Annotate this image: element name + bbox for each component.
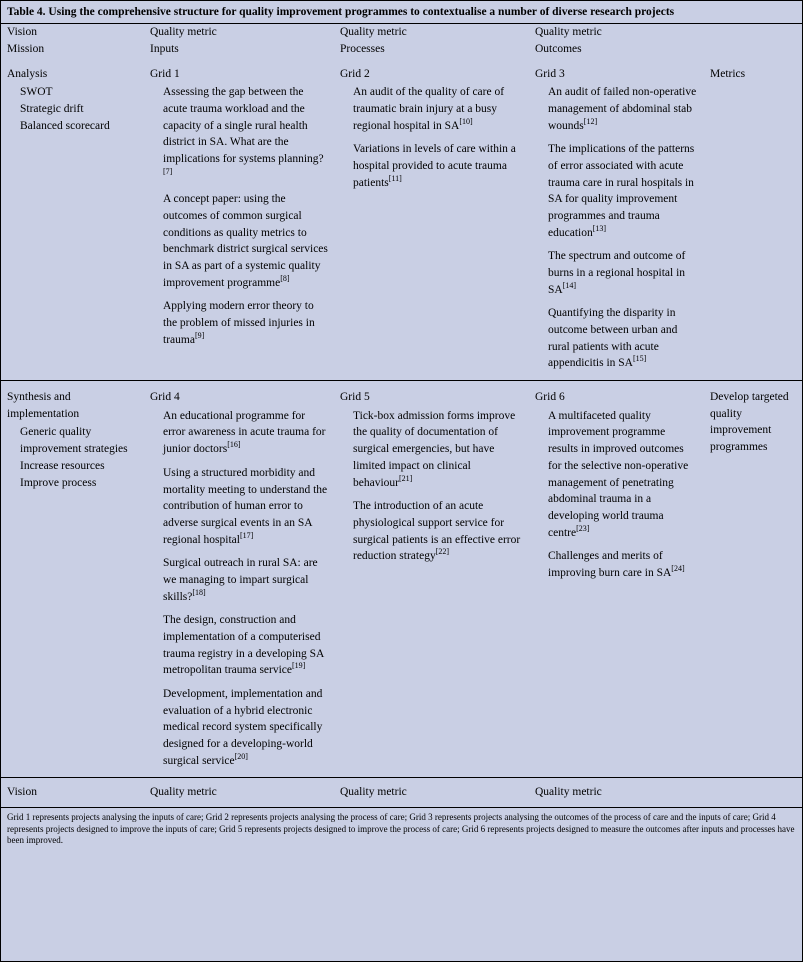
grid-6-item: A multifaceted quality improvement programme results in improved outcomes for the selective non-operative management of penetrating abdominal trauma in a developing world trauma centre[23] (548, 409, 689, 539)
header-vision: Vision (7, 26, 37, 39)
header-quality-metric-inputs: Quality metric (150, 26, 217, 39)
analysis-col-5 (704, 66, 803, 372)
footer-col-5 (704, 778, 803, 807)
analysis-item-balanced-scorecard: Balanced scorecard (20, 119, 110, 132)
grid-3-title: Grid 3 (535, 67, 565, 80)
header-row-1-col-4 (529, 24, 704, 41)
header-outcomes: Outcomes (535, 43, 582, 56)
grid-2-item: An audit of the quality of care of traumatic brain injury at a busy regional hospital in SA[10] (353, 86, 505, 132)
grid-4-title: Grid 4 (150, 391, 180, 404)
footer-col-3 (334, 778, 529, 807)
synthesis-col-3 (334, 389, 529, 769)
grid-3-item: Quantifying the disparity in outcome between urban and rural patients with acute appendicitis in SA[15] (548, 307, 678, 370)
header-quality-metric-processes: Quality metric (340, 26, 407, 39)
analysis-col-2 (144, 66, 334, 372)
footer-quality-metric-1: Quality metric (150, 786, 217, 799)
grid-1-item: Applying modern error theory to the problem of missed injuries in trauma[9] (163, 300, 315, 346)
header-row-1-col-3 (334, 24, 529, 41)
header-row-2-col-1 (1, 41, 144, 58)
synthesis-col-4 (529, 389, 704, 769)
header-row-1-col-1 (1, 24, 144, 41)
footer-col-2 (144, 778, 334, 807)
grid-5-item: The introduction of an acute physiological support service for surgical patients is an effective error reduction strategy[22] (353, 500, 521, 563)
grid-2-item: Variations in levels of care within a hospital provided to acute trauma patients[11] (353, 143, 516, 189)
header-row-1-col-2 (144, 24, 334, 41)
header-spacer (1, 58, 803, 66)
grid-4-item: Surgical outreach in rural SA: are we managing to impart surgical skills?[18] (163, 557, 318, 603)
synthesis-bottom-spacer (1, 769, 803, 777)
footer-col-4 (529, 778, 704, 807)
footer-vision: Vision (7, 786, 37, 799)
synthesis-col-1 (1, 389, 144, 769)
grid-4-item: Using a structured morbidity and mortality meeting to understand the contribution of human error to adverse surgical events in an SA regional hospital[17] (163, 466, 328, 546)
header-row-2-col-4 (529, 41, 704, 58)
header-inputs: Inputs (150, 43, 179, 56)
grid-6-title: Grid 6 (535, 391, 565, 404)
synthesis-item-increase-resources: Increase resources (20, 459, 105, 472)
header-row-2-col-3 (334, 41, 529, 58)
grid-6-item: Challenges and merits of improving burn care in SA[24] (548, 550, 685, 579)
grid-2-title: Grid 2 (340, 67, 370, 80)
synthesis-item-improve-process: Improve process (20, 476, 97, 489)
analysis-item-swot: SWOT (20, 86, 53, 99)
grid-3-item: The spectrum and outcome of burns in a regional hospital in SA[14] (548, 250, 686, 296)
grid-5-item: Tick-box admission forms improve the quality of documentation of surgical emergencies, but have limited impact on clinical behaviour[21] (353, 409, 516, 489)
analysis-col-4 (529, 66, 704, 372)
analysis-col-1 (1, 66, 144, 372)
table-caption: Table 4. Using the comprehensive structure for quality improvement programmes to contextualise a number of diverse research projects (1, 1, 802, 24)
synthesis-col-2 (144, 389, 334, 769)
header-quality-metric-outcomes: Quality metric (535, 26, 602, 39)
analysis-col-3 (334, 66, 529, 372)
grid-4-item: The design, construction and implementation of a computerised trauma registry in a developing SA metropolitan trauma service[19] (163, 614, 324, 677)
synthesis-top-spacer (1, 381, 803, 389)
footer-col-1 (1, 778, 144, 807)
footer-quality-metric-2: Quality metric (340, 786, 407, 799)
footer-quality-metric-3: Quality metric (535, 786, 602, 799)
grid-4-item: An educational programme for error awareness in acute trauma for junior doctors[16] (163, 409, 326, 456)
header-mission: Mission (7, 43, 45, 56)
grid-5-title: Grid 5 (340, 391, 370, 404)
grid-1-title: Grid 1 (150, 67, 180, 80)
grid-1-item: A concept paper: using the outcomes of common surgical conditions as quality metrics to benchmark district surgical services in SA as part of a systemic quality improvement programme[8] (163, 193, 328, 289)
header-row-2-col-5 (704, 41, 803, 58)
grid-4-item: Development, implementation and evaluation of a hybrid electronic medical record system specifically designed for a developing-world surgical service[20] (163, 687, 323, 767)
grid-3-item: An audit of failed non-operative management of abdominal stab wounds[12] (548, 86, 697, 132)
develop-targeted-programmes-label: Develop targeted quality improvement programmes (710, 391, 789, 454)
analysis-bottom-spacer (1, 372, 803, 380)
grid-1-item: Assessing the gap between the acute trauma workload and the capacity of a single rural health district in SA. What are the implications for systems planning?[7] (163, 86, 324, 176)
synthesis-item-generic-strategies: Generic quality improvement strategies (20, 426, 128, 456)
header-row-2-col-2 (144, 41, 334, 58)
header-row-1-col-5 (704, 24, 803, 41)
header-processes: Processes (340, 43, 385, 56)
metrics-label: Metrics (710, 67, 746, 80)
grid-3-item: The implications of the patterns of error associated with acute trauma care in rural hospitals in SA for quality improvement programmes and trauma education[13] (548, 143, 695, 239)
analysis-label: Analysis (7, 67, 48, 80)
synthesis-col-5 (704, 389, 803, 769)
synthesis-label: Synthesis and implementation (7, 391, 80, 420)
table-footnote: Grid 1 represents projects analysing the inputs of care; Grid 2 represents projects analysing the process of care; Grid 3 represents projects analysing the outcomes of the process of care and the inputs of care; Grid 4 represents projects designed to improve the inputs of care; Grid 5 represents projects designed to improve the process of care; Grid 6 represents projects designed to measure the outcomes after inputs and processes have been improved. (1, 807, 802, 855)
analysis-item-strategic-drift: Strategic drift (20, 103, 84, 116)
table-grid (1, 24, 802, 807)
